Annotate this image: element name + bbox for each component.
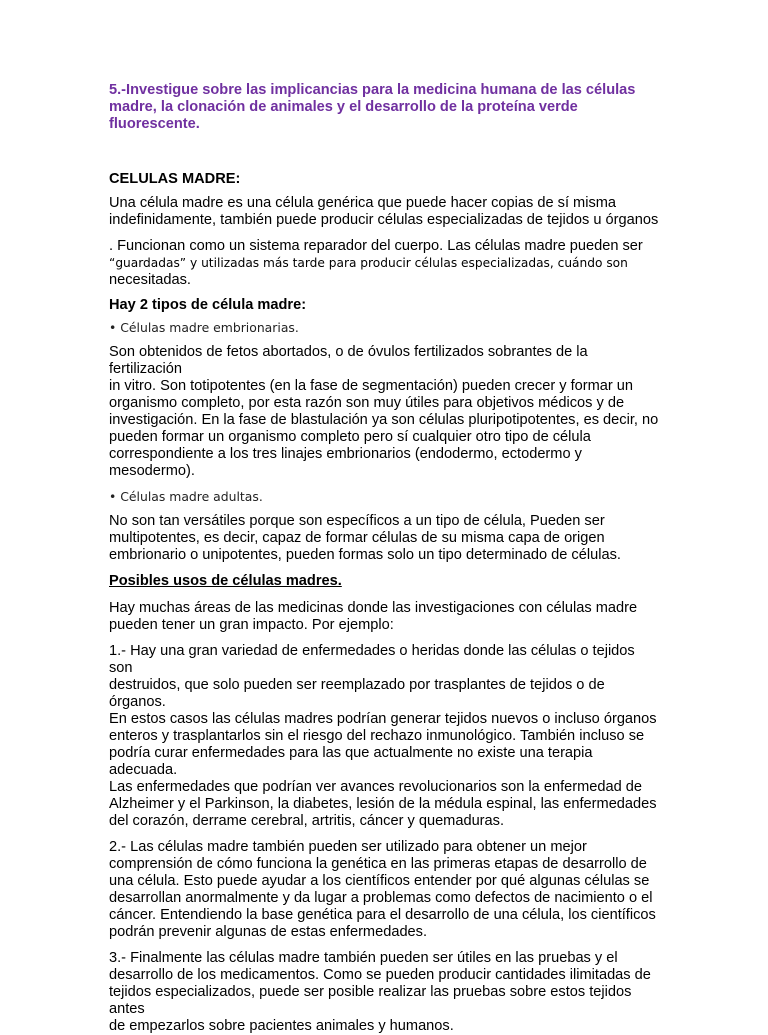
text-line: 2.- Las células madre también pueden ser utilizado para obtener un mejor xyxy=(109,839,587,855)
text-line: destruidos, que solo pueden ser reemplazado por trasplantes de tejidos o de órganos. xyxy=(109,677,605,710)
text-line: pueden tener un gran impacto. Por ejemplo: xyxy=(109,617,394,633)
text-line: . Funcionan como un sistema reparador del cuerpo. Las células madre pueden ser xyxy=(109,238,643,254)
uses-item-3 xyxy=(109,950,661,1035)
text-line: 1.- Hay una gran variedad de enfermedades o heridas donde las células o tejidos son xyxy=(109,643,635,676)
text-line: tejidos especializados, puede ser posible realizar las pruebas sobre estos tejidos antes xyxy=(109,984,632,1017)
text-line: Una célula madre es una célula genérica que puede hacer copias de sí misma xyxy=(109,195,617,211)
uses-item-1 xyxy=(109,643,661,830)
text-line: “guardadas” y utilizadas más tarde para producir células especializadas, cuándo son xyxy=(109,256,628,270)
text-line: investigación. En la fase de blastulación ya son células pluripotipotentes, es decir, no xyxy=(109,412,659,428)
text-line: del corazón, derrame cerebral, artritis, cáncer y quemaduras. xyxy=(109,813,505,829)
uses-heading: Posibles usos de células madres. xyxy=(109,573,342,589)
stem-cells-function xyxy=(109,238,661,289)
text-line: desarrollo de los medicamentos. Como se pueden producir cantidades ilimitadas de xyxy=(109,967,651,983)
text-line: Hay muchas áreas de las medicinas donde las investigaciones con células madre xyxy=(109,600,638,616)
text-line: multipotentes, es decir, capaz de formar células de su misma capa de origen xyxy=(109,530,605,546)
bullet-embryonic-stem-cells: • Células madre embrionarias. xyxy=(109,320,299,335)
question-title xyxy=(109,82,661,133)
text-line: desarrollan anormalmente y da lugar a problemas como defectos de nacimiento o el xyxy=(109,890,653,906)
question-title-line-2: madre, la clonación de animales y el desarrollo de la proteína verde fluorescente. xyxy=(109,99,578,132)
text-line: podría curar enfermedades para las que actualmente no existe una terapia adecuada. xyxy=(109,745,593,778)
question-title-line-1: 5.-Investigue sobre las implicancias para la medicina humana de las células xyxy=(109,82,636,98)
text-line: Alzheimer y el Parkinson, la diabetes, lesión de la médula espinal, las enfermedades xyxy=(109,796,657,812)
text-line: pueden formar un organismo completo pero sí cualquier otro tipo de célula xyxy=(109,429,591,445)
stem-cell-types-heading: Hay 2 tipos de célula madre: xyxy=(109,297,307,313)
text-line: En estos casos las células madres podrían generar tejidos nuevos o incluso órganos xyxy=(109,711,657,727)
bullet-adult-stem-cells: • Células madre adultas. xyxy=(109,489,263,504)
adult-paragraph xyxy=(109,513,661,564)
text-line: embrionario o unipotentes, pueden formas solo un tipo determinado de células. xyxy=(109,547,621,563)
text-line: comprensión de cómo funciona la genética en las primeras etapas de desarrollo de xyxy=(109,856,647,872)
text-line: cáncer. Entendiendo la base genética para el desarrollo de una célula, los científicos xyxy=(109,907,656,923)
document-page xyxy=(109,82,661,1035)
embryonic-paragraph xyxy=(109,344,661,480)
uses-intro xyxy=(109,600,661,634)
text-line: podrán prevenir algunas de estas enfermedades. xyxy=(109,924,428,940)
text-line: Las enfermedades que podrían ver avances revolucionarios son la enfermedad de xyxy=(109,779,643,795)
uses-item-2 xyxy=(109,839,661,941)
text-line: indefinidamente, también puede producir células especializadas de tejidos u órganos xyxy=(109,212,659,228)
text-line: 3.- Finalmente las células madre también pueden ser útiles en las pruebas y el xyxy=(109,950,618,966)
text-line: necesitadas. xyxy=(109,272,191,288)
stem-cells-heading: CELULAS MADRE: xyxy=(109,171,241,187)
text-line: enteros y trasplantarlos sin el riesgo del rechazo inmunológico. También incluso se xyxy=(109,728,645,744)
text-line: in vitro. Son totipotentes (en la fase de segmentación) pueden crecer y formar un xyxy=(109,378,634,394)
text-line: Son obtenidos de fetos abortados, o de óvulos fertilizados sobrantes de la fertilización xyxy=(109,344,588,377)
text-line: una célula. Esto puede ayudar a los científicos entender por qué algunas células se xyxy=(109,873,650,889)
text-line: correspondiente a los tres linajes embrionarios (endodermo, ectodermo y mesodermo). xyxy=(109,446,582,479)
text-line: No son tan versátiles porque son específicos a un tipo de célula, Pueden ser xyxy=(109,513,605,529)
stem-cells-intro xyxy=(109,195,661,229)
text-line: organismo completo, por esta razón son muy útiles para objetivos médicos y de xyxy=(109,395,625,411)
text-line: de empezarlos sobre pacientes animales y humanos. xyxy=(109,1018,454,1034)
